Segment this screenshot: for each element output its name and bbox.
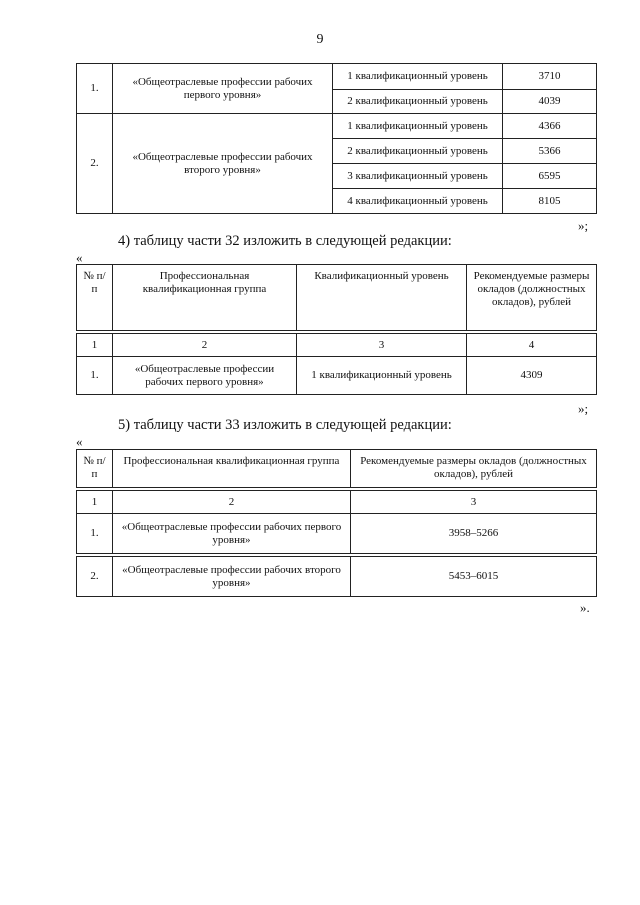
column-number: 2 (113, 491, 351, 514)
salary-value: 3710 (503, 64, 597, 90)
opening-quote: « (76, 250, 83, 265)
row-number: 1. (77, 357, 113, 395)
salary-table-part-32 (76, 264, 597, 395)
qualification-level: 2 квалификационный уровень (333, 139, 503, 164)
table-row (77, 557, 597, 597)
column-number: 3 (351, 491, 597, 514)
qualification-group: «Общеотраслевые профессии рабочих второго уровня» (113, 557, 351, 597)
salary-value: 4309 (467, 357, 597, 395)
column-number: 1 (77, 491, 113, 514)
row-number: 1. (77, 64, 113, 114)
header-qualification-group: Профессиональная квалификационная группа (113, 265, 297, 331)
table-row (77, 114, 597, 139)
closing-quote: »; (578, 218, 589, 233)
salary-range: 5453–6015 (351, 557, 597, 597)
salary-value: 4039 (503, 90, 597, 114)
table-row (77, 64, 597, 90)
column-number: 1 (77, 334, 113, 357)
table-header-row (77, 265, 597, 331)
header-qualification-group: Профессиональная квалификационная группа (113, 450, 351, 488)
salary-table-continued (76, 63, 597, 214)
qualification-level: 1 квалификационный уровень (333, 64, 503, 90)
column-number: 2 (113, 334, 297, 357)
salary-value: 8105 (503, 189, 597, 214)
header-salary: Рекомендуемые размеры окладов (должностных окладов), рублей (467, 265, 597, 331)
table-header-row (77, 450, 597, 488)
header-salary: Рекомендуемые размеры окладов (должностных окладов), рублей (351, 450, 597, 488)
qualification-group: «Общеотраслевые профессии рабочих второго уровня» (113, 114, 333, 214)
column-numbering-row (77, 334, 597, 357)
amendment-paragraph-5: 5) таблицу части 33 изложить в следующей редакции: (118, 417, 452, 433)
header-number: № п/п (77, 450, 113, 488)
qualification-level: 1 квалификационный уровень (333, 114, 503, 139)
row-number: 2. (77, 114, 113, 214)
header-qualification-level: Квалификационный уровень (297, 265, 467, 331)
salary-value: 6595 (503, 164, 597, 189)
column-numbering-row (77, 491, 597, 514)
page-number: 9 (316, 32, 324, 47)
header-number: № п/п (77, 265, 113, 331)
qualification-level: 1 квалификационный уровень (297, 357, 467, 395)
qualification-group: «Общеотраслевые профессии рабочих первого уровня» (113, 357, 297, 395)
salary-table-part-33 (76, 449, 597, 597)
salary-range: 3958–5266 (351, 514, 597, 554)
table-row (77, 357, 597, 395)
row-number: 1. (77, 514, 113, 554)
salary-value: 5366 (503, 139, 597, 164)
opening-quote: « (76, 434, 83, 449)
row-number: 2. (77, 557, 113, 597)
qualification-level: 4 квалификационный уровень (333, 189, 503, 214)
qualification-level: 3 квалификационный уровень (333, 164, 503, 189)
table-row (77, 514, 597, 554)
qualification-level: 2 квалификационный уровень (333, 90, 503, 114)
qualification-group: «Общеотраслевые профессии рабочих первого уровня» (113, 514, 351, 554)
closing-quote: ». (580, 600, 590, 615)
column-number: 4 (467, 334, 597, 357)
salary-value: 4366 (503, 114, 597, 139)
closing-quote: »; (578, 401, 589, 416)
amendment-paragraph-4: 4) таблицу части 32 изложить в следующей редакции: (118, 233, 452, 249)
qualification-group: «Общеотраслевые профессии рабочих первого уровня» (113, 64, 333, 114)
column-number: 3 (297, 334, 467, 357)
